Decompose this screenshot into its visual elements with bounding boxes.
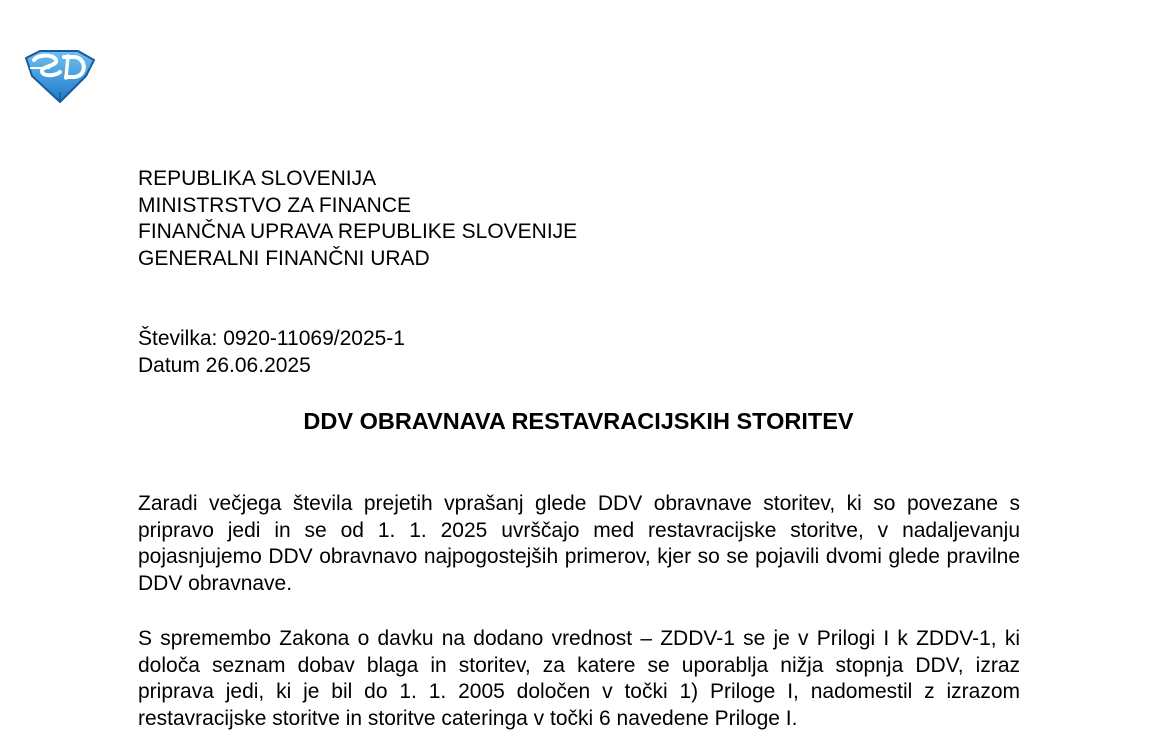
institution-header	[138, 166, 577, 272]
document-title: DDV OBRAVNAVA RESTAVRACIJSKIH STORITEV	[303, 408, 854, 434]
header-line-ministry: MINISTRSTVO ZA FINANCE	[138, 193, 412, 217]
document-number: Številka: 0920-11069/2025-1	[138, 327, 405, 350]
body-paragraph-1: Zaradi večjega števila prejetih vprašanj glede DDV obravnave storitev, ki so povezane s pripravo jedi in se od 1. 1. 2025 uvrščajo med restavracijske storitve, v nadaljevanju pojasnjujemo DDV obravnavo najpogostejših primerov, kjer so se pojavili dvomi glede pravilne DDV obravnave.	[138, 492, 1020, 595]
fu-logo-icon	[20, 46, 98, 104]
document-reference	[138, 326, 405, 379]
document-date: Datum 26.06.2025	[138, 353, 311, 377]
header-line-general-office: GENERALNI FINANČNI URAD	[138, 246, 430, 270]
header-line-republic: REPUBLIKA SLOVENIJA	[138, 167, 377, 190]
header-line-financial-administration: FINANČNA UPRAVA REPUBLIKE SLOVENIJE	[138, 220, 578, 244]
body-paragraph-2: S spremembo Zakona o davku na dodano vrednost – ZDDV-1 se je v Prilogi I k ZDDV-1, ki določa seznam dobav blaga in storitev, za katere se uporablja nižja stopnja DDV, izraz priprava jedi, ki je bil do 1. 1. 2005 določen v točki 1) Priloge I, nadomestil z izrazom restavracijske storitve in storitve cateringa v točki 6 navedene Priloge I.	[138, 627, 1020, 730]
